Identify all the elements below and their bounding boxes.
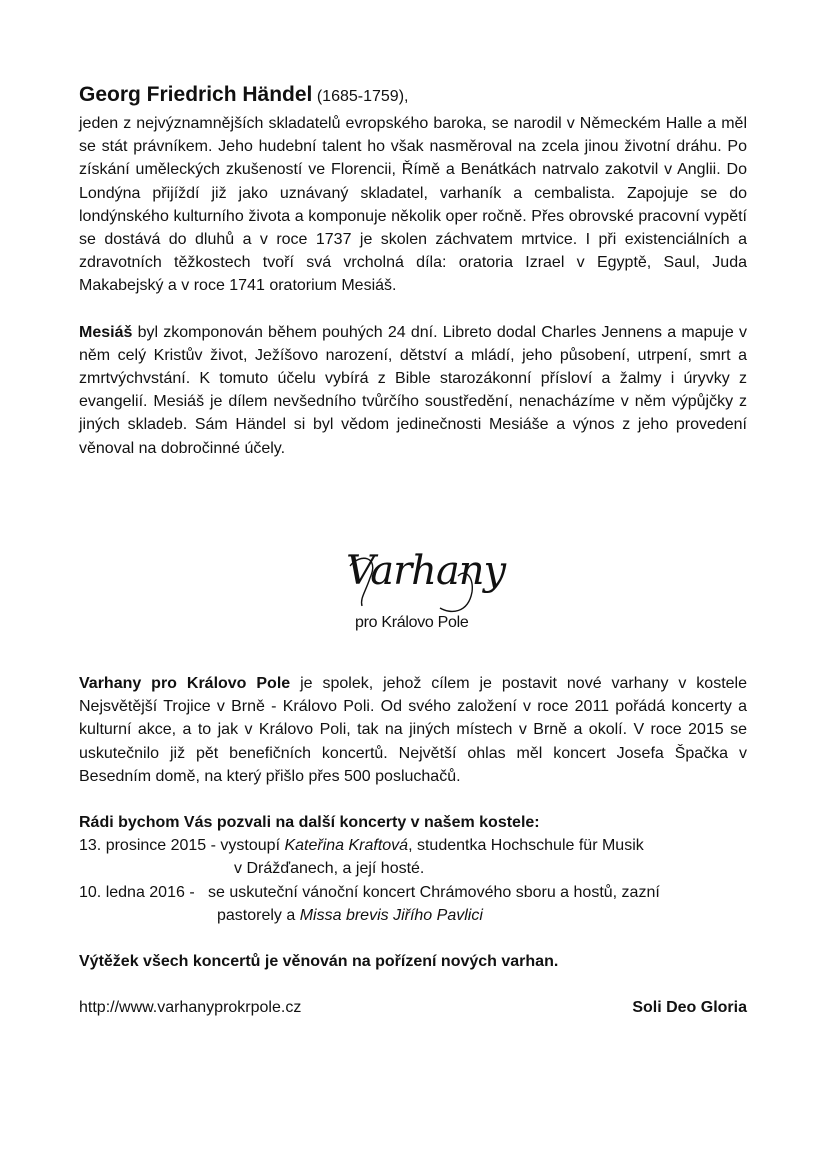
logo-script-text: Varhany [346, 548, 506, 594]
event-continuation: pastorely a Missa brevis Jiřího Pavlici [217, 906, 483, 924]
spolek-text: je spolek, jehož cílem je postavit nové varhany v kostele Nejsvětější Trojice v Brně - Královo Poli. Od svého založení v roce 2011 pořádá koncerty a kulturní akce, a to jak v Královo Poli, tak na jiných místech v Brně a okolí. V roce 2015 se uskutečnilo již pět benefičních koncertů. Největší ohlas měl koncert Josefa Špačka v Besedním domě, na který přišlo přes 500 posluchačů. [79, 675, 748, 785]
mesias-text: byl zkomponován během pouhých 24 dní. Libreto dodal Charles Jennens a mapuje v něm celý Kristův život, Ježíšovo narození, dětství a mládí, jeho působení, utrpení, smrt a zmrtvýchvstání. K tomuto účelu vybírá z Bible starozákonní přísloví a žalmy i úryvky z evangelií. Mesiáš je dílem nevšedního tvůrčího soustředění, nenacházíme v něm výpůjčky z jiných skladeb. Sám Händel si byl vědom jedinečnosti Mesiáše a výnos z jeho provedení věnoval na dobročinné účely. [79, 323, 747, 457]
event-description: vystoupí Kateřina Kraftová, studentka Hochschule für Musik [220, 837, 644, 855]
event-row [79, 834, 747, 857]
handel-section [79, 82, 747, 460]
composer-years: (1685-1759), [316, 88, 409, 105]
composer-name: Georg Friedrich Händel [79, 83, 313, 106]
event-continuation: v Drážďanech, a její hosté. [234, 860, 425, 878]
mesias-paragraph [79, 321, 747, 460]
event-description: se uskuteční vánoční koncert Chrámového sboru a hostů, zazní [207, 883, 660, 901]
spolek-paragraph [79, 672, 747, 788]
website-link[interactable]: http://www.varhanyprokrpole.cz [79, 999, 302, 1017]
varhany-logo [340, 548, 506, 640]
event-date: 10. ledna 2016 - [79, 883, 208, 901]
footer [79, 996, 747, 1019]
spolek-title: Varhany pro Královo Pole [79, 675, 291, 692]
event-row [79, 881, 747, 904]
invite-heading: Rádi bychom Vás pozvali na další koncerty v našem kostele: [79, 814, 540, 832]
handel-bio: jeden z nejvýznamnějších skladatelů evropského baroka, se narodil v Německém Halle a měl se stát právníkem. Jeho hudební talent ho však nasměroval na zcela jinou životní dráhu. Po získání uměleckých zkušeností ve Florencii, Římě a Benátkách natrvalo zakotvil v Anglii. Do Londýna přijíždí již jako uznávaný skladatel, varhaník a cembalista. Zapojuje se do londýnského kulturního života a komponuje několik oper ročně. Přes obrovské pracovní vypětí se dostává do dluhů a v roce 1737 je skolen záchvatem mrtvice. I při existenciálních a zdravotních těžkostech tvoří svá vrcholná díla: oratoria Izrael v Egyptě, Saul, Juda Makabejský a v roce 1741 oratorium Mesiáš. [79, 115, 747, 295]
logo-subtitle: pro Královo Pole [355, 614, 469, 631]
motto: Soli Deo Gloria [632, 999, 747, 1017]
handel-heading [79, 82, 747, 110]
event-date: 13. prosince 2015 - [79, 837, 221, 855]
work-title: Missa brevis Jiřího Pavlici [299, 906, 483, 924]
spolek-section [79, 672, 747, 1019]
proceeds-note: Výtěžek všech koncertů je věnován na pořízení nových varhan. [79, 953, 559, 971]
mesias-title: Mesiáš [79, 323, 133, 341]
performer-name: Kateřina Kraftová [284, 837, 409, 855]
